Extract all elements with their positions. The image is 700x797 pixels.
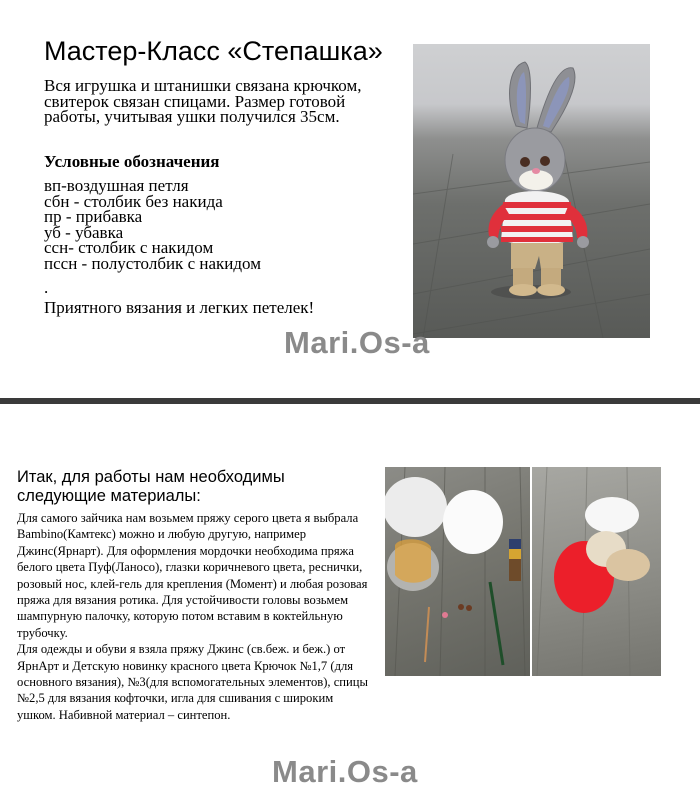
wish-text: Приятного вязания и легких петелек! <box>44 298 315 317</box>
legend-item: вп-воздушная петля <box>44 176 189 195</box>
legend-item: ссн- столбик с накидом <box>44 238 214 257</box>
watermark-1: Mari.Os-a <box>284 325 430 360</box>
legend-item: сбн - столбик без накида <box>44 191 223 211</box>
bunny-photo-illustration <box>413 44 650 338</box>
legend-item: уб - убавка <box>44 222 124 242</box>
materials-paragraph: Для одежды и обуви я взяла пряжу Джинс (св.беж. и беж.) от ЯрнАрт и Детскую новинку красного цвета Крючок №1,7 (для основного вязания), №3(для вспомогательных элементов), спицы №2,5 для вязания кофточки, игла для сшивания с широким ушком. Набивной материал – синтепон. <box>17 642 368 722</box>
slide-2 <box>0 404 700 797</box>
materials-paragraph: Для самого зайчика нам возьмем пряжу серого цвета я выбрала Bambino(Камтекс) можно и любую другую, например Джинс(Ярнарт). Для оформления мордочки необходима пряжа белого цвета Пуф(Ланосо), глазки коричневого цвета, реснички, розовый нос, клей-гель для крепления (Момент) и любая розовая пряжа для вязания ротика. Для устойчивости головы возьмем шампурную палочку, которую потом вставим в коктейльную трубочку. <box>17 511 368 640</box>
legend-list <box>44 178 261 271</box>
materials-photo-2 <box>532 467 661 676</box>
legend-item: пр - прибавка <box>44 207 143 226</box>
dot-mark: . <box>44 278 49 297</box>
materials-text <box>17 510 372 723</box>
intro-text: Вся игрушка и штанишки связана крючком, свитерок связан спицами. Размер готовой работы, учитывая ушки получился 35см. <box>44 76 362 126</box>
bunny-photo <box>413 44 650 338</box>
watermark-2: Mari.Os-a <box>272 754 418 789</box>
slide-1 <box>0 0 700 398</box>
slide-2-title: Итак, для работы нам необходимы следующие материалы: <box>17 468 285 505</box>
materials-photo-1 <box>385 467 530 676</box>
legend-title: Условные обозначения <box>44 152 220 171</box>
slide-1-title: Мастер-Класс «Степашка» <box>44 36 383 66</box>
legend-item: пссн - полустолбик с накидом <box>44 253 261 273</box>
materials-photo-1-illustration <box>385 467 530 676</box>
materials-photo-2-illustration <box>532 467 661 676</box>
